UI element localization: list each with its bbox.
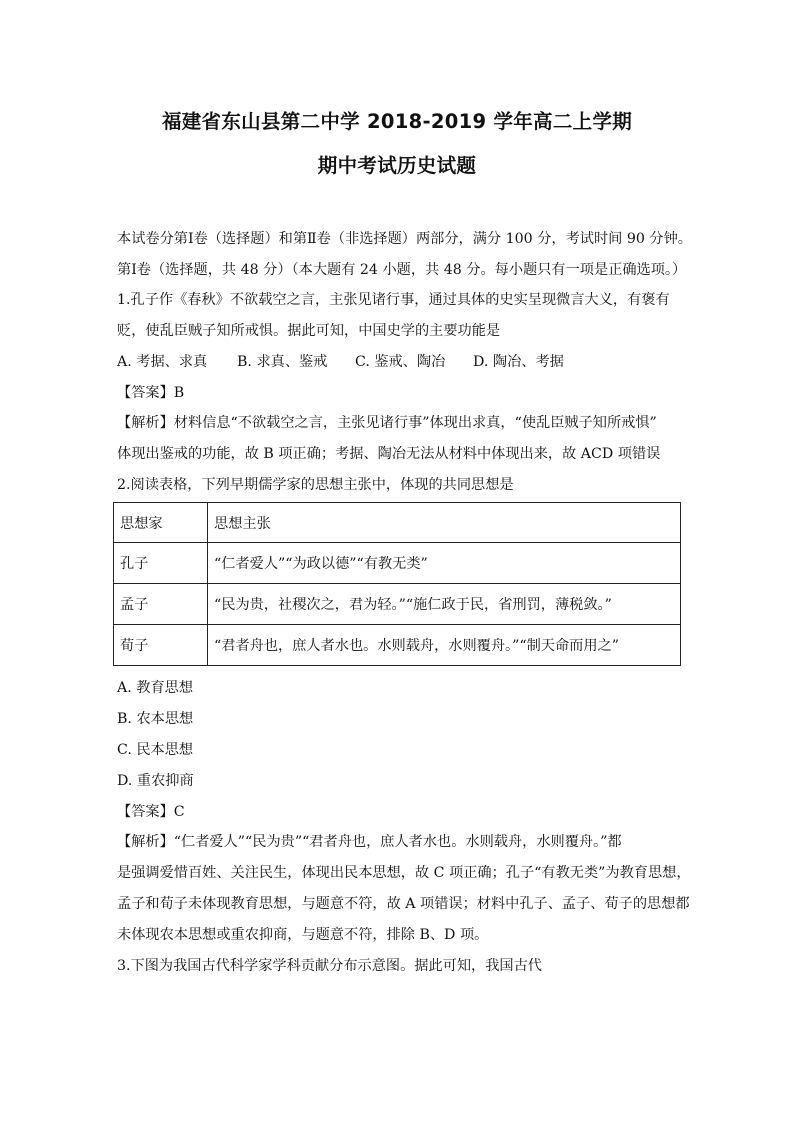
table-cell-thinker: 孔子 — [114, 543, 208, 584]
q1-answer: 【答案】B — [117, 385, 185, 401]
q2-stem: 2.阅读表格，下列早期儒学家的思想主张中，体现的共同思想是 — [117, 477, 514, 493]
q1-option-c: C. 鉴戒、陶冶 — [355, 354, 446, 370]
table-cell-ideas: “民为贵，社稷次之，君为轻。”“施仁政于民，省刑罚，薄税敛。” — [208, 584, 681, 625]
q2-analysis-line3: 孟子和荀子未体现教育思想，与题意不符，故 A 项错误；材料中孔子、孟子、荀子的思想都 — [117, 896, 690, 912]
q2-option-c: C. 民本思想 — [117, 742, 194, 758]
q1-analysis-line1: 【解析】材料信息“不欲载空之言，主张见诸行事”体现出求真，“使乱臣贼子知所戒惧” — [117, 415, 657, 431]
thinkers-table — [113, 502, 681, 666]
table-header-row — [114, 503, 681, 543]
q1-options — [117, 352, 687, 372]
intro-line1: 本试卷分第Ⅰ卷（选择题）和第Ⅱ卷（非选择题）两部分，满分 100 分，考试时间 90 分钟。 — [117, 231, 692, 247]
table-cell-ideas: “仁者爱人”“为政以德”“有教无类” — [208, 543, 681, 584]
table-header-thinker: 思想家 — [114, 503, 208, 543]
q1-stem-line1: 1.孔子作《春秋》不欲载空之言，主张见诸行事，通过具体的史实呈现微言大义，有褒有 — [117, 292, 670, 308]
q2-answer: 【答案】C — [117, 804, 185, 820]
table-header-ideas: 思想主张 — [208, 503, 681, 543]
q1-option-b: B. 求真、鉴戒 — [237, 354, 328, 370]
table-cell-thinker: 荀子 — [114, 625, 208, 666]
exam-title-line1: 福建省东山县第二中学 2018-2019 学年高二上学期 — [161, 110, 633, 133]
table-cell-thinker: 孟子 — [114, 584, 208, 625]
q1-option-d: D. 陶冶、考据 — [473, 354, 564, 370]
q1-analysis-line2: 体现出鉴戒的功能，故 B 项正确；考据、陶冶无法从材料中体现出来，故 ACD 项错误 — [117, 446, 661, 462]
q2-analysis-line4: 未体现农本思想或重农抑商，与题意不符，排除 B、D 项。 — [117, 927, 489, 943]
exam-title-line2: 期中考试历史试题 — [317, 154, 477, 177]
table-cell-ideas: “君者舟也，庶人者水也。水则载舟，水则覆舟。”“制天命而用之” — [208, 625, 681, 666]
q3-stem: 3.下图为我国古代科学家学科贡献分布示意图。据此可知，我国古代 — [117, 958, 542, 974]
q2-option-d: D. 重农抑商 — [117, 773, 194, 789]
q1-stem-line2: 贬，使乱臣贼子知所戒惧。据此可知，中国史学的主要功能是 — [117, 323, 501, 339]
q2-analysis-line1: 【解析】“仁者爱人”“民为贵”“君者舟也，庶人者水也。水则载舟，水则覆舟。”都 — [117, 834, 622, 850]
q2-option-b: B. 农本思想 — [117, 711, 194, 727]
intro-line2: 第Ⅰ卷（选择题，共 48 分）（本大题有 24 小题，共 48 分。每小题只有一项是正确选项。） — [117, 262, 687, 278]
q2-option-a: A. 教育思想 — [117, 680, 194, 696]
table-row — [114, 584, 681, 625]
table-row — [114, 625, 681, 666]
q1-option-a: A. 考据、求真 — [117, 354, 208, 370]
table-row — [114, 543, 681, 584]
q2-analysis-line2: 是强调爱惜百姓、关注民生，体现出民本思想，故 C 项正确；孔子“有教无类”为教育思想， — [117, 865, 691, 881]
